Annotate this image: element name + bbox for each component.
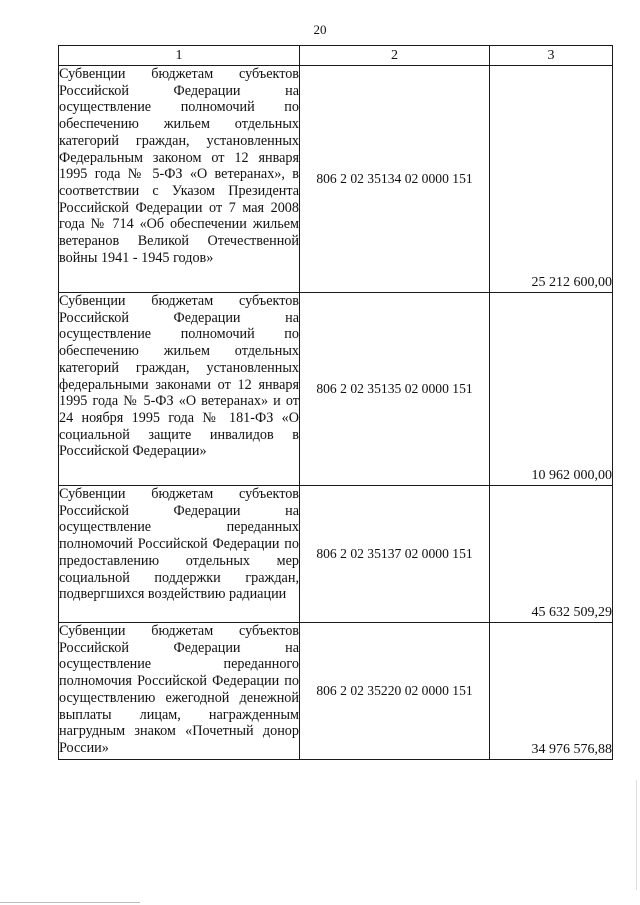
row-description: Субвенции бюджетам субъектов Российской Федерации на осуществление переданного полномочия Российской Федерации по осуществлению ежегодной денежной выплаты лицам, награжденным нагрудным знаком «Почетный донор России»: [59, 623, 300, 760]
scan-artifact-line: [0, 902, 140, 903]
row-description: Субвенции бюджетам субъектов Российской Федерации на осуществление полномочий по обеспечению жильем отдельных категорий граждан, установленных Федеральным законом от 12 января 1995 года № 5-ФЗ «О ветеранах», в соответствии с Указом Президента Российской Федерации от 7 мая 2008 года № 714 «Об обеспечении жильем ветеранов Великой Отечественной войны 1941 - 1945 годов»: [59, 66, 300, 293]
row-budget-code: 806 2 02 35134 02 0000 151: [300, 66, 490, 293]
column-header-3: 3: [490, 46, 613, 66]
row-description: Субвенции бюджетам субъектов Российской Федерации на осуществление полномочий по обеспечению жильем отдельных категорий граждан, установленных федеральными законами от 12 января 1995 года № 5-ФЗ «О ветеранах» и от 24 ноября 1995 года № 181-ФЗ «О социальной защите инвалидов в Российской Федерации»: [59, 293, 300, 486]
row-amount: 45 632 509,29: [490, 486, 613, 623]
row-description: Субвенции бюджетам субъектов Российской Федерации на осуществление переданных полномочий Российской Федерации по предоставлению отдельных мер социальной поддержки граждан, подвергшихся воздействию радиации: [59, 486, 300, 623]
row-budget-code: 806 2 02 35137 02 0000 151: [300, 486, 490, 623]
row-amount: 34 976 576,88: [490, 623, 613, 760]
row-amount: 10 962 000,00: [490, 293, 613, 486]
row-amount: 25 212 600,00: [490, 66, 613, 293]
table-row: [59, 66, 613, 293]
row-budget-code: 806 2 02 35135 02 0000 151: [300, 293, 490, 486]
page-number: 20: [313, 22, 327, 37]
column-header-1: 1: [59, 46, 300, 66]
column-header-2: 2: [300, 46, 490, 66]
table-row: [59, 486, 613, 623]
row-budget-code: 806 2 02 35220 02 0000 151: [300, 623, 490, 760]
table-header-row: [59, 46, 613, 66]
table-row: [59, 293, 613, 486]
table-row: [59, 623, 613, 760]
budget-table: [58, 45, 613, 760]
scan-artifact-line: [636, 780, 637, 890]
